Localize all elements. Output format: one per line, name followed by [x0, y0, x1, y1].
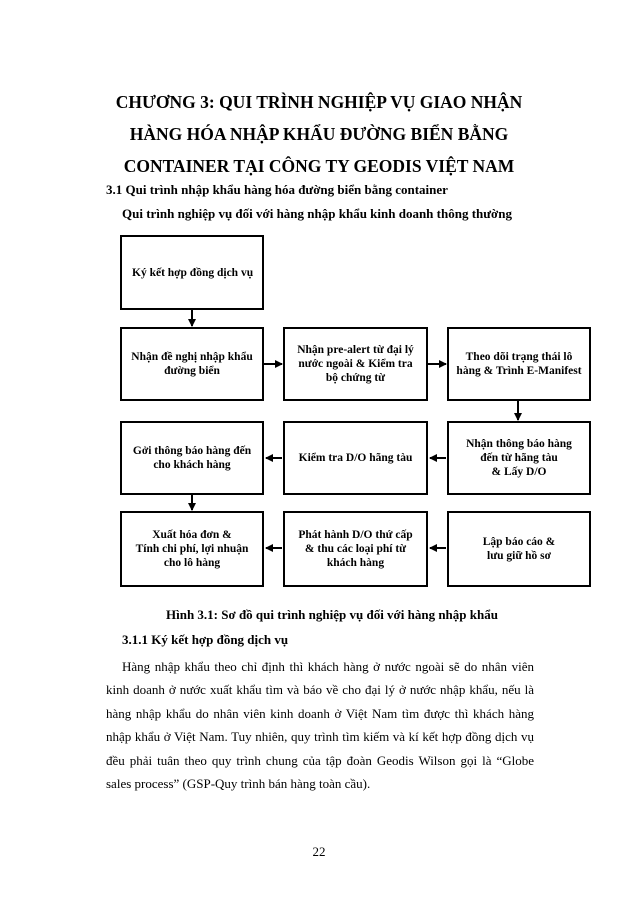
section-heading: 3.1 Qui trình nhập khẩu hàng hóa đường biển bằng container — [106, 182, 448, 197]
page-number: 22 — [312, 844, 326, 859]
subsection-heading: 3.1.1 Ký kết hợp đồng dịch vụ — [122, 632, 289, 647]
flow-box-pre-alert: Nhận pre-alert từ đại lý nước ngoài & Kiểm tra bộ chứng từ — [283, 327, 428, 401]
chapter-title-line-1: CHƯƠNG 3: QUI TRÌNH NGHIỆP VỤ GIAO NHẬN — [115, 92, 523, 112]
chapter-title-line-2: HÀNG HÓA NHẬP KHẨU ĐƯỜNG BIỂN BẰNG — [129, 124, 509, 144]
flow-box-arrival-notice: Nhận thông báo hàng đến từ hãng tàu & Lấy D/O — [447, 421, 591, 495]
section-subheading: Qui trình nghiệp vụ đối với hàng nhập khẩu kinh doanh thông thường — [122, 206, 512, 221]
flow-box-contract: Ký kết hợp đồng dịch vụ — [120, 235, 264, 310]
flow-box-invoice: Xuất hóa đơn & Tính chi phí, lợi nhuận cho lô hàng — [120, 511, 264, 587]
flow-box-issue-do: Phát hành D/O thứ cấp & thu các loại phí từ khách hàng — [283, 511, 428, 587]
flow-box-import-request: Nhận đề nghị nhập khẩu đường biển — [120, 327, 264, 401]
flow-box-notify-customer: Gởi thông báo hàng đến cho khách hàng — [120, 421, 264, 495]
flow-box-check-do: Kiểm tra D/O hãng tàu — [283, 421, 428, 495]
chapter-title-line-3: CONTAINER TẠI CÔNG TY GEODIS VIỆT NAM — [123, 156, 515, 176]
flow-box-track-shipment: Theo dõi trạng thái lô hàng & Trình E-Manifest — [447, 327, 591, 401]
body-paragraph: Hàng nhập khẩu theo chỉ định thì khách hàng ở nước ngoài sẽ do nhân viên kinh doanh ở nước xuất khẩu tìm và báo về cho đại lý ở nước nhập khẩu, nếu là hàng nhập khẩu do nhân viên kinh doanh ở Việt Nam tìm được thì khách hàng nhập khẩu ở Việt Nam. Tuy nhiên, quy trình tìm kiếm và kí kết hợp đồng dịch vụ đều phải tuân theo quy trình chung của tập đoàn Geodis Wilson gọi là “Globe sales process” (GSP-Quy trình bán hàng toàn cầu). — [106, 659, 534, 792]
figure-caption: Hình 3.1: Sơ đồ qui trình nghiệp vụ đối với hàng nhập khẩu — [166, 607, 498, 622]
flow-box-report: Lập báo cáo & lưu giữ hồ sơ — [447, 511, 591, 587]
